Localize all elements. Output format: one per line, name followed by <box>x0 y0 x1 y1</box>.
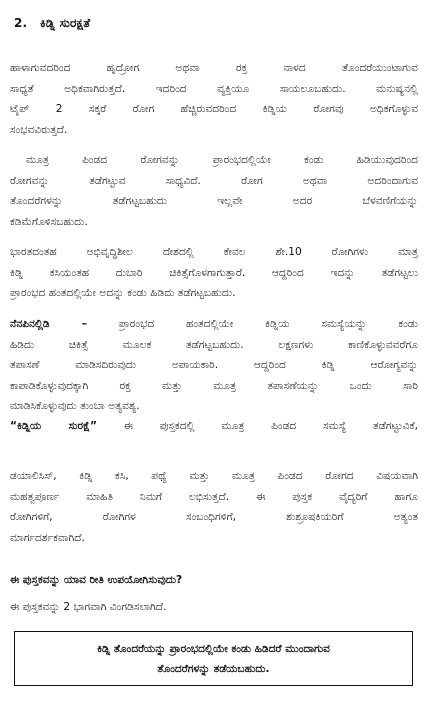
callout-box <box>14 631 413 686</box>
text-line: ಕಾಪಾಡಿಕೊಳ್ಳುವುದಕ್ಕಾಗಿ ರಕ್ತ ಮತ್ತು ಮೂತ್ರ ತಪಾಸಣೆಯನ್ನು ಒಂದು ಸಾರಿ <box>10 379 418 392</box>
text-line: ಹಾಳಾಗುವದರಿಂದ ಹೃದ್ರೋಗ ಅಥವಾ ರಕ್ತ ನಾಳದ ತೊಂದರೆಯುಂಟಾಗುವ <box>10 62 418 74</box>
text-line: ಕಿಡ್ನಿ ಕಸಿಯಂತಹ ದುಬಾರಿ ಚಿಕಿತ್ಸೆಗೊಳಗಾಗುತ್ತಾರೆ. ಆದ್ದರಿಂದ ಇದನ್ನು ತಡೆಗಟ್ಟಲು <box>10 266 418 279</box>
text-line: ಹಿಡಿದು ಚಿಕಿತ್ಸೆ ಮೂಲಕ ತಡೆಗಟ್ಟಬಹುದು. ಲಕ್ಷಣಗಳು ಕಾಣಿಕೊಳ್ಳುವವರೆಗೂ <box>10 338 418 351</box>
paragraph-2 <box>10 150 418 232</box>
text-line: ಮಹತ್ವಪೂರ್ಣ ಮಾಹಿತಿ ನಿಮಗೆ ಲಭಿಸುತ್ತದೆ. ಈ ಪುಸ್ತಕ ವೈದ್ಯರಿಗೆ ಹಾಗೂ <box>10 490 418 503</box>
section-heading <box>14 16 90 31</box>
paragraph-5 <box>10 416 418 437</box>
paragraph-4 <box>10 314 418 417</box>
text-line: ಸಂಭವವಿರುತ್ತದೆ. <box>10 123 68 136</box>
book-title: “ಕಿಡ್ನಿಯ ಸುರಕ್ಷೆ” <box>10 420 97 432</box>
section-number: 2. <box>14 16 28 30</box>
text-line: ಸಾಧ್ಯತೆ ಅಧಿಕವಾಗಿರುತ್ತದೆ. ಇದರಿಂದ ವ್ಯಕ್ತಿಯೂ ಸಾಯಲೂಬಹುದು. ಮನುಷ್ಯನಲ್ಲಿ <box>10 82 418 95</box>
paragraph-3 <box>10 242 418 304</box>
text-line: ಮಾರ್ಗದರ್ಶಕವಾಗಿದೆ. <box>10 531 85 544</box>
usage-answer: ಈ ಪುಸ್ತಕವನ್ನು 2 ಭಾಗವಾಗಿ ವಿಂಗಡಿಸಲಾಗಿದೆ. <box>10 601 167 613</box>
text-line: ಪ್ರಾರಂಭದ ಹಂತದಲ್ಲಿಯೇ ಅದನ್ನು ಕಂಡು ಹಿಡಿದು ತಡೆಗಟ್ಟಬಹುದು. <box>10 287 236 299</box>
usage-question: ಈ ಪುಸ್ತಕವನ್ನು ಯಾವ ರೀತಿ ಉಪಯೋಗಿಸುವುದು? <box>10 574 183 586</box>
text-line: ಮಾಡಿಸಿಕೊಳ್ಳುವುದು ತುಂಬಾ ಅತ್ಯವಶ್ಯ. <box>10 400 140 412</box>
callout-line: ತೊಂದರೆಗಳನ್ನು ತಡೆಯಬಹುದು. <box>157 662 270 675</box>
text-line: ತಪಾಸಣೆ ಮಾಡಿಸದಿರುವುದು ಅಪಾಯಕಾರಿ. ಆದ್ದರಿಂದ ಕಿಡ್ನಿ ಆರೋಗ್ಯವನ್ನು <box>10 359 418 371</box>
text-line: ಭಾರತದಂತಹ ಅಭಿವೃದ್ಧಿಶೀಲ ದೇಶದಲ್ಲಿ ಕೇವಲ ಶೇ.10 ರೋಗಿಗಳು ಮಾತ್ರ <box>10 246 418 258</box>
text-span: ಈ ಪುಸ್ತಕದಲ್ಲಿ ಮೂತ್ರ ಪಿಂಡದ ಸಮಸ್ಯೆ ತಡೆಗಟ್ಟುವಿಕೆ, <box>96 420 418 432</box>
text-span: ಪ್ರಾರಂಭದ ಹಂತದಲ್ಲಿಯೇ ಕಿಡ್ನಿಯ ಸಮಸ್ಯೆಯನ್ನು ಕಂಡು <box>87 318 418 330</box>
text-line: ಮೂತ್ರ ಪಿಂಡದ ರೋಗವನ್ನು ಪ್ರಾರಂಭದಲ್ಲಿಯೇ ಕಂಡು ಹಿಡಿಯುವುದರಿಂದ <box>26 154 418 166</box>
remember-label: ನೆನಪಿನಲ್ಲಿಡಿ – <box>10 318 87 330</box>
callout-line: ಕಿಡ್ನಿ ತೊಂದರೆಯನ್ನು ಪ್ರಾರಂಭದಲ್ಲಿಯೇ ಕಂಡು ಹಿಡಿದರೆ ಮುಂದಾಗುವ <box>97 642 330 655</box>
text-line: ರೋಗವನ್ನು ತಡೆಗಟ್ಟುವ ಸಾಧ್ಯವಿದೆ. ರೋಗ ಅಥವಾ ಅದರಿಂದಾಗುವ <box>10 174 418 187</box>
text-line: ರೋಗಿಗಳಿಗೆ, ರೋಗಿಗಳ ಸಂಬಂಧಿಗಳಿಗೆ, ಶುಶ್ರೂಷಕಿಯರಿಗೆ ಅತ್ಯಂತ <box>10 511 418 523</box>
text-line: ತೊಂದರೆಗಳನ್ನು ತಡೆಗಟ್ಟಬಹುದು ಇಲ್ಲವೇ ಅದರ ಬೆಳವಣಿಗೆಯನ್ನು <box>10 195 418 207</box>
paragraph-1 <box>10 58 418 140</box>
text-line <box>10 314 418 335</box>
text-line <box>10 416 418 437</box>
paragraph-6 <box>10 466 418 548</box>
text-line: ಟೈಪ್ 2 ಸಕ್ಕರೆ ರೋಗ ಹೆಚ್ಚಿರುವದರಿಂದ ಕಿಡ್ನಿಯ ರೋಗವು ಅಧಿಕಗೊಳ್ಳುವ <box>10 103 418 115</box>
text-line: ಕಡಿಮೆಗೊಳಿಸಬಹುದು. <box>10 215 88 228</box>
section-title: ಕಿಡ್ನಿ ಸುರಕ್ಷತೆ <box>40 16 91 30</box>
text-line: ಡಯಾಲಿಸಿಸ್, ಕಿಡ್ನಿ ಕಸಿ, ಪಥ್ಯೆ ಮತ್ತು ಮೂತ್ರ ಪಿಂಡದ ರೋಗದ ವಿಷಯವಾಗಿ <box>10 470 418 482</box>
